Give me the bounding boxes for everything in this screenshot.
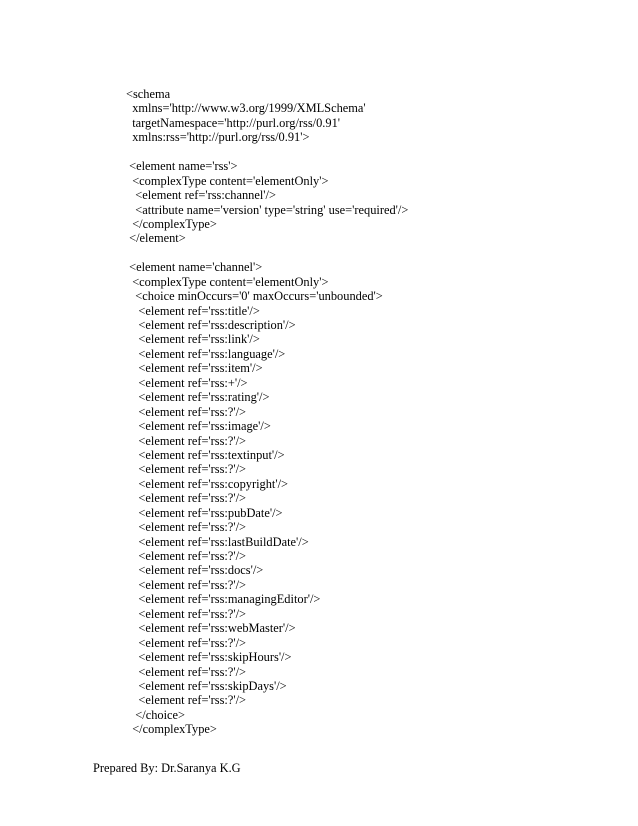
code-line: xmlns:rss='http://purl.org/rss/0.91'> (126, 130, 310, 145)
code-line: <element ref='rss:docs'/> (126, 563, 264, 578)
code-line: </element> (126, 231, 186, 246)
code-line: <element ref='rss:image'/> (126, 419, 271, 434)
code-line: <element name='channel'> (126, 260, 263, 275)
code-line: <element ref='rss:?'/> (126, 577, 247, 592)
code-line: <element ref='rss:?'/> (126, 433, 247, 448)
code-line: <element ref='rss:language'/> (126, 346, 286, 361)
code-line: <complexType content='elementOnly'> (126, 173, 329, 188)
code-line: <element ref='rss:?'/> (126, 549, 247, 563)
code-line: <element ref='rss:webMaster'/> (126, 621, 296, 636)
code-line: </complexType> (126, 722, 217, 737)
code-line: <element ref='rss:+'/> (126, 375, 248, 390)
code-line: <choice minOccurs='0' maxOccurs='unbounded'> (126, 289, 383, 304)
code-line: <element ref='rss:managingEditor'/> (126, 592, 321, 607)
code-line: <element ref='rss:textinput'/> (126, 447, 285, 462)
xml-schema-code-block (126, 87, 606, 737)
code-line: <element ref='rss:?'/> (126, 606, 247, 621)
code-line: <element ref='rss:item'/> (126, 361, 263, 376)
code-line: <element ref='rss:skipHours'/> (126, 650, 292, 665)
code-line: <element ref='rss:?'/> (126, 491, 247, 506)
code-line: <element ref='rss:rating'/> (126, 390, 270, 405)
code-line: <element ref='rss:?'/> (126, 404, 247, 419)
code-line: <element ref='rss:?'/> (126, 462, 247, 477)
code-line: <element ref='rss:copyright'/> (126, 476, 289, 491)
code-line: <element ref='rss:?'/> (126, 635, 247, 650)
page-footer: Prepared By: Dr.Saranya K.G (93, 761, 241, 775)
code-line: <complexType content='elementOnly'> (126, 274, 329, 289)
code-line: </choice> (126, 707, 186, 722)
code-line: <element ref='rss:description'/> (126, 318, 296, 332)
blank-line (126, 145, 606, 159)
code-line: <element ref='rss:?'/> (126, 520, 247, 535)
code-line: <attribute name='version' type='string' use='required'/> (126, 202, 409, 217)
code-line: </complexType> (126, 216, 217, 231)
code-line: <schema (126, 87, 171, 101)
code-line: <element ref='rss:link'/> (126, 332, 260, 347)
code-line: <element name='rss'> (126, 159, 238, 174)
code-line: <element ref='rss:?'/> (126, 664, 247, 679)
code-line: <element ref='rss:lastBuildDate'/> (126, 534, 309, 549)
code-line: <element ref='rss:channel'/> (126, 188, 276, 203)
code-line: <element ref='rss:?'/> (126, 693, 247, 708)
code-line: <element ref='rss:title'/> (126, 303, 260, 318)
blank-line (126, 246, 606, 260)
code-line: xmlns='http://www.w3.org/1999/XMLSchema' (126, 101, 366, 116)
code-line: <element ref='rss:pubDate'/> (126, 505, 283, 520)
code-line: targetNamespace='http://purl.org/rss/0.91' (126, 115, 341, 130)
code-line: <element ref='rss:skipDays'/> (126, 678, 287, 693)
